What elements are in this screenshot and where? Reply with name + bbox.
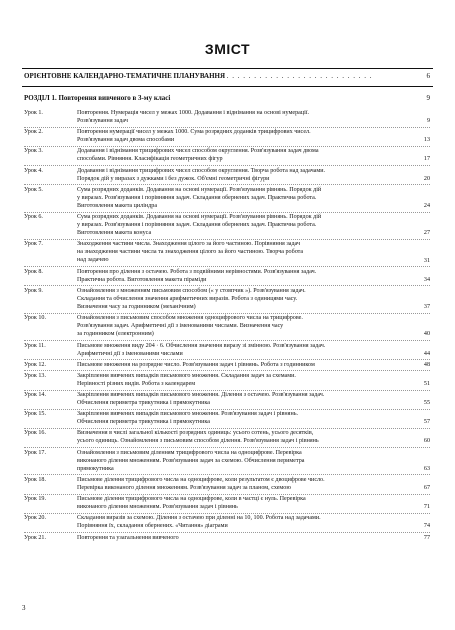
lesson-page: 37: [423, 304, 430, 311]
toc-entry-section1[interactable]: [24, 94, 430, 102]
lesson-title: [77, 314, 397, 338]
lesson-title-line: Розв'язування задач двома способами: [77, 137, 175, 144]
toc-lesson-entry[interactable]: [24, 476, 430, 492]
lesson-number: Урок 8.: [24, 268, 43, 275]
lesson-page: 71: [423, 504, 430, 511]
lesson-title-line: Перевірка виконаного ділення множенням. Розв'язування задач за планом, схемою: [77, 484, 291, 491]
lesson-title-line: у виразах. Розв'язування і порівняння задач. Складання обернених задач. Практична робота.: [77, 222, 317, 229]
lesson-page: 34: [423, 276, 430, 283]
lesson-page: 13: [423, 137, 430, 144]
lesson-title-line: усього одиниць. Ознайомлення з письмовим способом ділення. Розв'язування задач і рівнянь: [77, 438, 319, 445]
toc-lesson-entry[interactable]: [24, 147, 430, 163]
lesson-title-line: Письмове множення виду 204 · 6. Обчислення значення виразу зі змінною. Розв'язування задач.: [77, 342, 326, 349]
lesson-title-line: Сума розрядних доданків. Додавання на основі нумерації. Розв'язування рівнянь. Порядок дій: [77, 214, 322, 221]
lesson-page: 74: [423, 523, 430, 530]
lesson-title: [77, 495, 397, 511]
lesson-number: Урок 18.: [24, 476, 46, 483]
lesson-title-line: Письмове ділення трицифрового числа на одноцифрове, коли результатом є двоцифрове число.: [77, 476, 325, 483]
lesson-title-line: Виготовлення макета конуса: [77, 230, 152, 237]
lesson-number: Урок 19.: [24, 496, 46, 503]
lesson-title: [77, 109, 397, 125]
lesson-title: [77, 240, 397, 264]
lesson-number: Урок 13.: [24, 372, 46, 379]
lesson-title: [77, 410, 397, 426]
toc-lesson-entry[interactable]: [24, 287, 430, 311]
lesson-page: 67: [423, 484, 430, 491]
lesson-title-line: Додавання і віднімання трицифрових чисел способом округлення. Творча робота над задачами.: [77, 167, 326, 174]
lesson-number: Урок 9.: [24, 287, 43, 294]
toc-lesson-entry[interactable]: [24, 391, 430, 407]
toc-lesson-entry[interactable]: [24, 342, 430, 358]
lesson-title-line: Закріплення вивчених випадків письмового множення. Розв'язування задач і рівнянь.: [77, 411, 299, 418]
toc-lesson-entry[interactable]: [24, 534, 430, 542]
lesson-page: 51: [423, 380, 430, 387]
lesson-title-line: Повторення про ділення з остачею. Робота з подвійними нерівностями. Розв'язування задач.: [77, 268, 317, 275]
page-title: ЗМІСТ: [204, 41, 251, 57]
lesson-title: [77, 268, 397, 284]
lesson-page: 40: [423, 331, 430, 338]
lesson-number: Урок 1.: [24, 110, 43, 116]
lesson-page: 44: [423, 350, 430, 357]
toc-lesson-entry[interactable]: [24, 128, 430, 144]
lesson-number: Урок 15.: [24, 411, 46, 418]
toc-lesson-entry[interactable]: [24, 361, 430, 369]
lesson-page: 57: [423, 419, 430, 426]
lesson-title-line: Нерівності різних видів. Робота з календарем: [77, 380, 196, 387]
lesson-title-line: виконаного ділення множенням. Розв'язування задач і рівнянь: [77, 504, 238, 511]
lesson-number: Урок 4.: [24, 167, 43, 174]
page-number: 3: [22, 604, 26, 612]
lesson-title-line: Закріплення вивчених випадків письмового множення. Ділення з остачею. Розв'язування задач.: [77, 392, 325, 398]
lesson-title: [77, 429, 397, 445]
lesson-title-line: Додавання і віднімання трицифрових чисел способом округлення. Розв'язування задач двома: [77, 148, 319, 155]
lesson-title-line: Розв'язування задач. Арифметичні дії з іменованими числами. Визначення часу: [77, 323, 284, 330]
lesson-title: [77, 287, 397, 311]
lesson-title-line: Обчислення периметра трикутника і прямокутника: [77, 400, 210, 406]
divider: [22, 86, 433, 87]
lesson-title-line: Розв'язування задач: [77, 118, 128, 124]
lesson-title-line: Визначення в числі загальної кількості розрядних одиниць: усього сотень, усього десятків,: [77, 430, 314, 437]
lesson-title: [77, 514, 397, 530]
lesson-title-line: Порівняння їх, складання обернених. «Читання» діаграми: [77, 523, 228, 530]
lesson-number: Урок 17.: [24, 449, 46, 456]
lesson-title-line: Сума розрядних доданків. Додавання на основі нумерації. Розв'язування рівнянь. Порядок дій: [77, 186, 322, 193]
lesson-title-line: Складання та обчислення значення арифметичних виразів. Робота з одиницями часу.: [77, 295, 298, 302]
lesson-number: Урок 2.: [24, 129, 43, 136]
lesson-number: Урок 6.: [24, 214, 43, 221]
toc-lesson-entry[interactable]: [24, 186, 430, 210]
lesson-page: 77: [423, 534, 430, 541]
toc-entry-page: 9: [426, 94, 430, 102]
lesson-title-line: за годинником (електронним): [77, 331, 154, 338]
toc-lesson-entry[interactable]: [24, 514, 430, 530]
lesson-page: 60: [423, 438, 430, 445]
toc-entry-label: ОРІЄНТОВНЕ КАЛЕНДАРНО-ТЕМАТИЧНЕ ПЛАНУВАННЯ: [24, 72, 226, 80]
lesson-title: [77, 167, 397, 183]
toc-lesson-entry[interactable]: [24, 449, 430, 473]
toc-lesson-entry[interactable]: [24, 495, 430, 511]
lesson-number: Урок 20.: [24, 515, 46, 522]
lesson-title: [77, 213, 397, 237]
lesson-page: 24: [423, 202, 430, 209]
lesson-title-line: Порядок дій у виразах з дужками і без дужок. Об'ємні геометричні фігури: [77, 175, 270, 182]
lesson-title-line: у виразах. Розв'язування і порівняння задач. Складання обернених задач. Практична робота.: [77, 194, 317, 201]
lesson-number: Урок 7.: [24, 241, 43, 248]
lesson-title-line: Повторення. Нумерація чисел у межах 1000. Додавання і віднімання на основі нумерації.: [77, 110, 310, 116]
lesson-number: Урок 10.: [24, 315, 46, 322]
lesson-title-line: Ознайомлення з письмовим способом множення одноцифрового числа на трицифрове.: [77, 315, 303, 322]
lesson-title-line: прямокутника: [77, 465, 114, 472]
lesson-page: 17: [423, 156, 430, 163]
lesson-title: [77, 361, 397, 369]
lesson-number: Урок 14.: [24, 392, 46, 398]
lesson-title-line: Знаходження частини числа. Знаходження цілого за його частиною. Порівняння задач: [77, 241, 301, 248]
toc-lesson-entry[interactable]: [24, 429, 430, 445]
dot-leader: . . . . . . . . . . . . . . . . . . . . . . . . . . .: [226, 72, 373, 80]
toc-lesson-entry[interactable]: [24, 314, 430, 338]
toc-lesson-entry[interactable]: [24, 167, 430, 183]
toc-lesson-entry[interactable]: [24, 240, 430, 264]
toc-entry-label: РОЗДІЛ 1. Повторення вивченого в 3-му класі: [24, 94, 171, 102]
lesson-title-line: Ознайомлення з письмовим діленням трицифрового числа на одноцифрове. Перевірка: [77, 449, 302, 456]
lesson-title-line: виконаного ділення множенням. Розв'язування задач за схемою. Обчислення периметра: [77, 457, 305, 464]
lesson-title-line: Повторення та узагальнення вивченого: [77, 534, 179, 541]
lesson-number: Урок 5.: [24, 186, 43, 193]
toc-entry-page: 6: [426, 72, 430, 80]
lesson-title-line: Складання виразів за схемою. Ділення з остачею при діленні на 10, 100. Робота над задачами.: [77, 515, 321, 522]
lesson-title-line: Визначення часу за годинником (механічним): [77, 303, 196, 310]
lesson-title: [77, 372, 397, 388]
lesson-title: [77, 128, 397, 144]
lesson-number: Урок 11.: [24, 342, 46, 349]
lesson-title: [77, 534, 397, 542]
lesson-title-line: Арифметичні дії з іменованими числами: [77, 350, 183, 357]
lesson-page: 9: [426, 118, 430, 125]
lesson-title: [77, 476, 397, 492]
lesson-title: [77, 147, 397, 163]
toc-entry-orientation[interactable]: [24, 72, 430, 80]
lesson-page: 27: [423, 230, 430, 237]
lesson-title-line: Виготовлення макета циліндра: [77, 202, 158, 209]
lesson-page: 20: [423, 175, 430, 182]
lesson-number: Урок 3.: [24, 148, 43, 155]
divider: [22, 68, 433, 69]
lesson-title-line: Повторення нумерації чисел у межах 1000. Сума розрядних доданків трицифрових чисел.: [77, 129, 311, 136]
lesson-number: Урок 12.: [24, 361, 46, 368]
lesson-title-line: Письмове ділення трицифрового числа на одноцифрове, коли в частці є нуль. Перевірка: [77, 496, 306, 503]
lesson-title-line: Закріплення вивчених випадків письмового множення. Складання задач за схемами.: [77, 372, 296, 379]
lesson-number: Урок 21.: [24, 534, 46, 541]
toc-lesson-entry[interactable]: [24, 410, 430, 426]
lesson-number: Урок 16.: [24, 430, 46, 437]
lesson-title-line: на знаходження частини числа та знаходження цілого за його частиною. Творча робота: [77, 249, 304, 256]
lesson-title-line: над задачею: [77, 257, 109, 264]
lesson-title-line: способами. Рівняння. Класифікація геометричних фігур: [77, 156, 223, 163]
toc-lesson-entry[interactable]: [24, 109, 430, 125]
lesson-title: [77, 449, 397, 473]
lesson-title: [77, 342, 397, 358]
lesson-title: [77, 391, 397, 407]
lesson-title-line: Практична робота. Виготовлення макета піраміди: [77, 276, 207, 283]
toc-lesson-entry[interactable]: [24, 268, 430, 284]
lesson-page: 55: [423, 400, 430, 407]
lesson-page: 31: [423, 257, 430, 264]
lesson-title-line: Письмове множення на розрядне число. Розв'язування задач і рівнянь. Робота з годинником: [77, 361, 315, 368]
toc-lesson-entry[interactable]: [24, 213, 430, 237]
lesson-title-line: Обчислення периметра трикутника і прямокутника: [77, 419, 210, 426]
lesson-page: 48: [423, 361, 430, 368]
lesson-title: [77, 186, 397, 210]
lesson-title-line: Ознайомлення з множенням письмовим способом (« у стовпчик »). Розв'язування задач.: [77, 287, 306, 294]
lesson-page: 63: [423, 465, 430, 472]
toc-lesson-entry[interactable]: [24, 372, 430, 388]
